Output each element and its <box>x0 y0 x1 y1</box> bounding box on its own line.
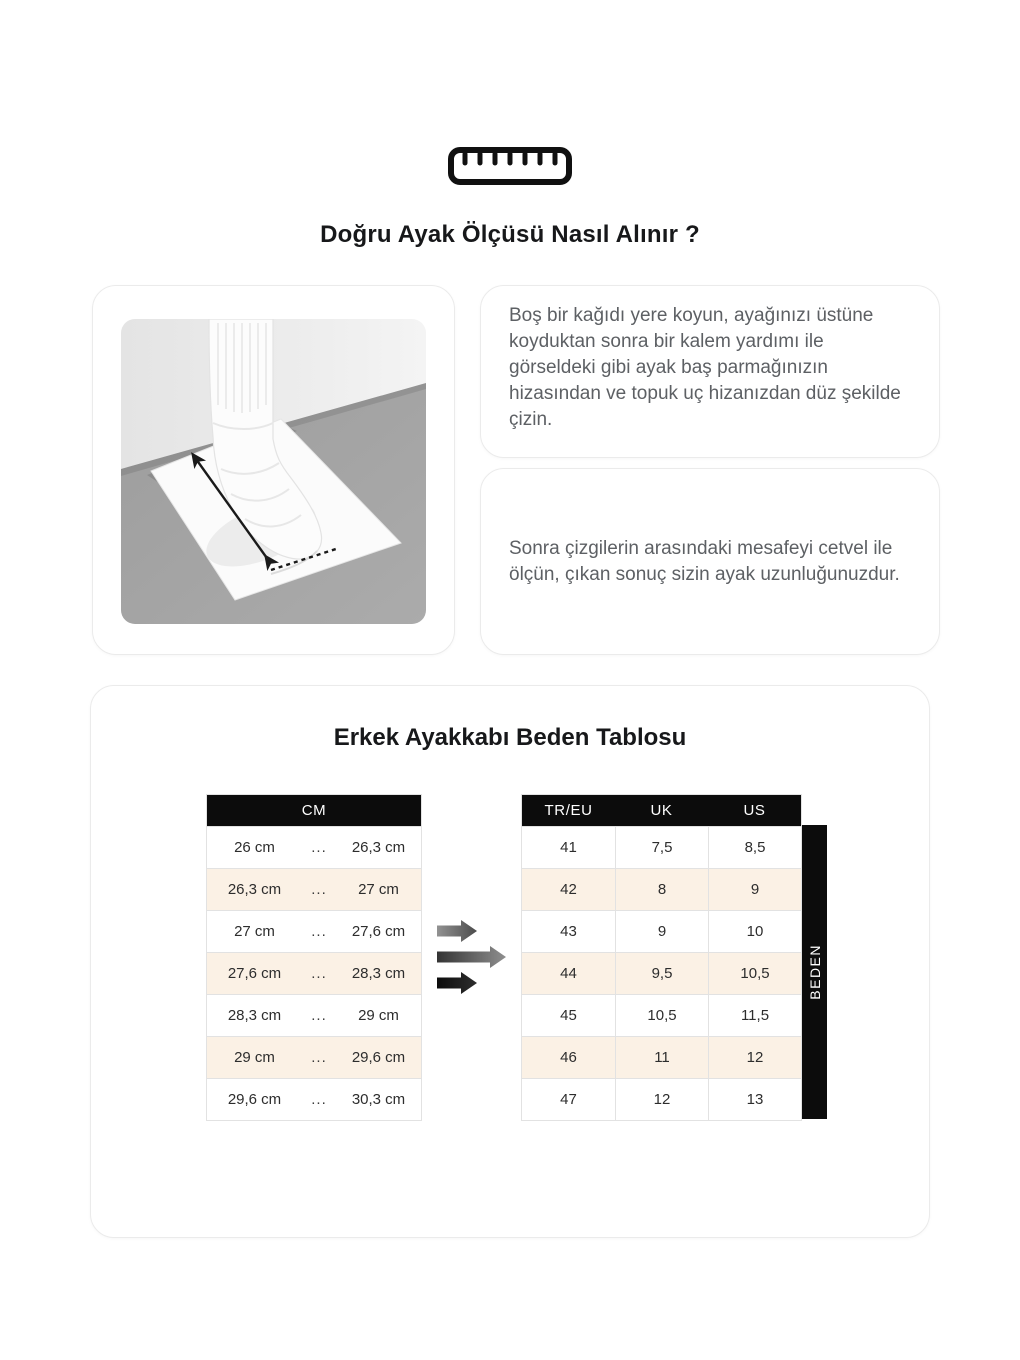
cm-table-header <box>207 795 421 826</box>
size-us: 10 <box>708 911 801 952</box>
size-treu: 43 <box>560 923 577 940</box>
cm-from: 29,6 cm <box>227 1091 282 1108</box>
cm-to: 29 cm <box>358 1007 399 1024</box>
col-header-treu: TR/EU <box>544 802 593 819</box>
range-dots: ... <box>311 965 327 982</box>
size-us: 8,5 <box>708 827 801 868</box>
instruction-step-2-text: Sonra çizgilerin arasındaki mesafeyi cetvel ile ölçün, çıkan sonuç sizin ayak uzunluğunuzdur. <box>509 537 900 585</box>
range-dots: ... <box>311 881 327 898</box>
size-us: 13 <box>708 1079 801 1120</box>
size-treu: 41 <box>560 839 577 856</box>
size-uk: 12 <box>615 1079 708 1120</box>
table-row <box>207 910 421 952</box>
table-row <box>522 1078 801 1120</box>
table-row <box>522 826 801 868</box>
beden-label-text: BEDEN <box>806 944 823 1000</box>
foot-measurement-photo <box>121 319 426 624</box>
page-title: Doğru Ayak Ölçüsü Nasıl Alınır ? <box>320 221 700 248</box>
range-dots: ... <box>311 923 327 940</box>
size-uk: 9,5 <box>615 953 708 994</box>
range-dots: ... <box>311 1007 327 1024</box>
range-dots: ... <box>311 1049 327 1066</box>
cm-to: 27,6 cm <box>351 923 406 940</box>
ruler-icon <box>0 146 1020 186</box>
table-row <box>522 868 801 910</box>
size-uk: 11 <box>615 1037 708 1078</box>
cm-to: 27 cm <box>358 881 399 898</box>
col-header-uk: UK <box>650 802 673 819</box>
size-treu: 44 <box>560 965 577 982</box>
instruction-step-1 <box>480 285 940 458</box>
size-us: 12 <box>708 1037 801 1078</box>
cm-to: 28,3 cm <box>351 965 406 982</box>
cm-to: 29,6 cm <box>351 1049 406 1066</box>
table-row <box>207 1078 421 1120</box>
size-uk: 8 <box>615 869 708 910</box>
cm-table <box>206 794 422 1121</box>
cm-from: 27,6 cm <box>227 965 282 982</box>
range-dots: ... <box>311 839 327 856</box>
cm-from: 29 cm <box>234 1049 275 1066</box>
conversion-table-header <box>522 795 801 826</box>
size-treu: 42 <box>560 881 577 898</box>
table-row <box>207 1036 421 1078</box>
size-treu: 47 <box>560 1091 577 1108</box>
table-row <box>207 952 421 994</box>
size-uk: 7,5 <box>615 827 708 868</box>
size-us: 10,5 <box>708 953 801 994</box>
instruction-step-1-text: Boş bir kağıdı yere koyun, ayağınızı üstüne koyduktan sonra bir kalem yardımı ile görseldeki gibi ayak baş parmağınızın hizasından ve topuk uç hizanızdan düz şekilde çizin. <box>509 305 901 430</box>
size-uk: 9 <box>615 911 708 952</box>
right-arrows-icon <box>437 920 507 999</box>
cm-from: 27 cm <box>234 923 275 940</box>
size-uk: 10,5 <box>615 995 708 1036</box>
table-row <box>522 994 801 1036</box>
cm-from: 26,3 cm <box>227 881 282 898</box>
cm-to: 30,3 cm <box>351 1091 406 1108</box>
size-treu: 45 <box>560 1007 577 1024</box>
size-us: 9 <box>708 869 801 910</box>
table-row <box>522 910 801 952</box>
table-row <box>207 826 421 868</box>
cm-to: 26,3 cm <box>351 839 406 856</box>
cm-from: 26 cm <box>234 839 275 856</box>
cm-from: 28,3 cm <box>227 1007 282 1024</box>
size-conversion-table <box>521 794 802 1121</box>
table-row <box>207 868 421 910</box>
size-us: 11,5 <box>708 995 801 1036</box>
beden-side-label <box>802 825 827 1119</box>
range-dots: ... <box>311 1091 327 1108</box>
table-row <box>522 1036 801 1078</box>
col-header-us: US <box>743 802 766 819</box>
size-treu: 46 <box>560 1049 577 1066</box>
measurement-photo-card <box>92 285 455 655</box>
size-table-title: Erkek Ayakkabı Beden Tablosu <box>333 724 687 751</box>
size-table-card <box>90 685 930 1238</box>
instruction-step-2 <box>480 468 940 655</box>
table-row <box>522 952 801 994</box>
table-row <box>207 994 421 1036</box>
cm-header-label: CM <box>301 802 327 819</box>
